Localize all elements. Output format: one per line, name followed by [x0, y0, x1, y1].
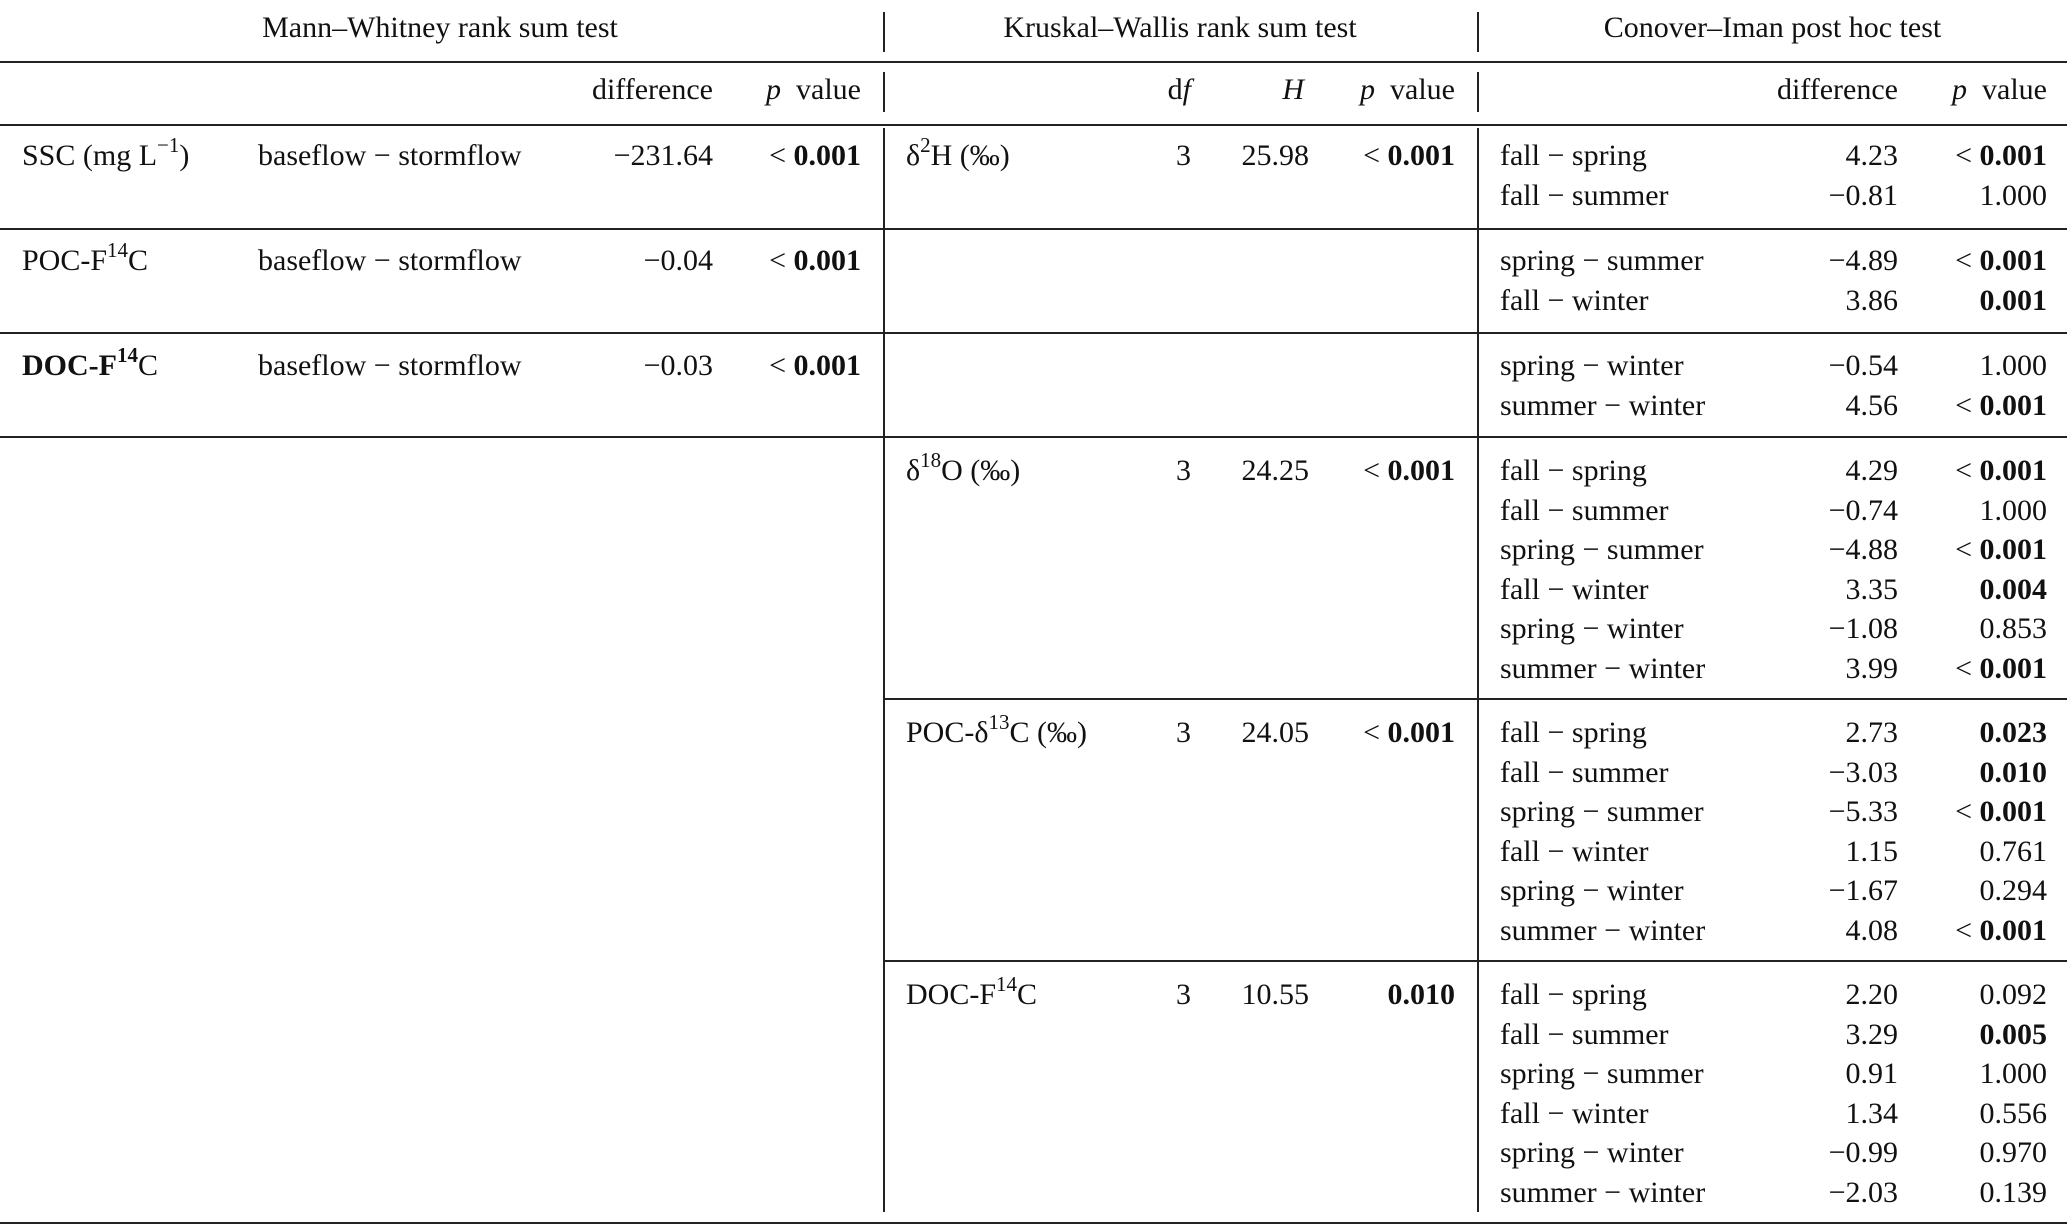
subheader-ci-difference: difference — [1776, 73, 1898, 106]
ci-difference: 3.99 — [1845, 652, 1898, 685]
ci-p-value: 0.010 — [1979, 756, 2047, 789]
ci-comparison: fall − spring — [1500, 978, 1647, 1011]
kw-df: 3 — [1176, 716, 1191, 749]
header-conover-iman: Conover–Iman post hoc test — [1603, 11, 1942, 44]
kw-variable: POC-$\delta^{13}C$ (‰) — [906, 710, 1087, 749]
ci-difference: −5.33 — [1828, 795, 1898, 828]
mw-difference: −231.64 — [613, 139, 713, 172]
kw-H: 10.55 — [1241, 978, 1309, 1011]
ci-comparison: spring − winter — [1500, 1136, 1684, 1169]
kw-df: 3 — [1176, 139, 1191, 172]
ci-comparison: summer − winter — [1500, 652, 1706, 685]
ci-p-value: 0.004 — [1979, 573, 2047, 606]
ci-difference: −3.03 — [1828, 756, 1898, 789]
ci-p-value: < 0.001 — [1955, 795, 2047, 828]
kw-df: 3 — [1176, 454, 1191, 487]
ci-difference: 2.20 — [1845, 978, 1898, 1011]
column-separator — [1477, 72, 1479, 112]
ci-comparison: spring − winter — [1500, 874, 1684, 907]
ci-comparison: spring − winter — [1500, 612, 1684, 645]
ci-p-value: 0.970 — [1979, 1136, 2047, 1169]
mw-variable: SSC (mg $L^{-1}$) — [22, 133, 190, 172]
ci-difference: 4.23 — [1845, 139, 1898, 172]
ci-comparison: spring − winter — [1500, 349, 1684, 382]
mw-difference: −0.03 — [643, 349, 713, 382]
kw-variable: $\delta^2H$ (‰) — [906, 133, 1010, 172]
kw-p-value: 0.010 — [1387, 978, 1455, 1011]
subheader-kw-H: H — [1282, 73, 1304, 106]
ci-difference: 4.56 — [1845, 389, 1898, 422]
ci-p-value: < 0.001 — [1955, 454, 2047, 487]
ci-comparison: fall − spring — [1500, 139, 1647, 172]
subheader-mw-difference: difference — [591, 73, 713, 106]
kw-H: 24.05 — [1241, 716, 1309, 749]
mw-variable: POC-$F^{14}C$ — [22, 238, 149, 277]
ci-p-value: < 0.001 — [1955, 244, 2047, 277]
ci-comparison: summer − winter — [1500, 1176, 1706, 1209]
kw-H: 24.25 — [1241, 454, 1309, 487]
ci-difference: −0.81 — [1828, 179, 1898, 212]
ci-comparison: fall − winter — [1500, 835, 1649, 868]
header-rule — [0, 61, 2067, 63]
kw-df: 3 — [1176, 978, 1191, 1011]
kw-variable: DOC-$F^{14}C$ — [906, 972, 1038, 1011]
ci-comparison: fall − winter — [1500, 1097, 1649, 1130]
subheader-mw-p-value: p value — [766, 73, 861, 106]
ci-difference: 0.91 — [1845, 1057, 1898, 1090]
ci-difference: −4.88 — [1828, 533, 1898, 566]
column-separator — [1477, 12, 1479, 52]
ci-comparison: fall − summer — [1500, 756, 1669, 789]
header-mann-whitney: Mann–Whitney rank sum test — [262, 11, 618, 44]
ci-comparison: fall − summer — [1500, 494, 1669, 527]
row-rule — [884, 960, 2067, 962]
mw-p-value: < 0.001 — [769, 349, 861, 382]
ci-p-value: 1.000 — [1979, 349, 2047, 382]
row-rule — [0, 332, 2067, 334]
header-kruskal-wallis: Kruskal–Wallis rank sum test — [1003, 11, 1357, 44]
row-rule — [0, 228, 2067, 230]
ci-difference: 3.86 — [1845, 284, 1898, 317]
ci-p-value: < 0.001 — [1955, 139, 2047, 172]
ci-p-value: 0.853 — [1979, 612, 2047, 645]
ci-comparison: spring − summer — [1500, 244, 1704, 277]
ci-difference: 4.29 — [1845, 454, 1898, 487]
ci-p-value: < 0.001 — [1955, 389, 2047, 422]
ci-comparison: spring − summer — [1500, 533, 1704, 566]
subheader-kw-df: df — [1167, 73, 1191, 106]
kw-variable: $\delta^{18}O$ (‰) — [906, 448, 1021, 487]
ci-p-value: 1.000 — [1979, 494, 2047, 527]
ci-p-value: 0.092 — [1979, 978, 2047, 1011]
row-rule — [0, 436, 2067, 438]
ci-p-value: 1.000 — [1979, 1057, 2047, 1090]
kw-H: 25.98 — [1241, 139, 1309, 172]
ci-difference: 3.29 — [1845, 1018, 1898, 1051]
ci-p-value: 1.000 — [1979, 179, 2047, 212]
column-separator — [1477, 128, 1479, 1212]
ci-p-value: 0.294 — [1979, 874, 2047, 907]
ci-p-value: 0.139 — [1979, 1176, 2047, 1209]
kw-p-value: < 0.001 — [1363, 716, 1455, 749]
ci-difference: −1.08 — [1828, 612, 1898, 645]
ci-comparison: spring − summer — [1500, 1057, 1704, 1090]
ci-difference: −0.99 — [1828, 1136, 1898, 1169]
ci-p-value: < 0.001 — [1955, 652, 2047, 685]
ci-comparison: fall − summer — [1500, 1018, 1669, 1051]
ci-comparison: fall − spring — [1500, 454, 1647, 487]
ci-comparison: summer − winter — [1500, 914, 1706, 947]
ci-difference: −2.03 — [1828, 1176, 1898, 1209]
ci-p-value: 0.001 — [1979, 284, 2047, 317]
subheader-rule — [0, 124, 2067, 126]
ci-comparison: fall − spring — [1500, 716, 1647, 749]
ci-difference: 3.35 — [1845, 573, 1898, 606]
ci-p-value: 0.023 — [1979, 716, 2047, 749]
subheader-ci-p-value: p value — [1952, 73, 2047, 106]
ci-difference: −1.67 — [1828, 874, 1898, 907]
ci-difference: 4.08 — [1845, 914, 1898, 947]
ci-comparison: spring − summer — [1500, 795, 1704, 828]
ci-difference: 2.73 — [1845, 716, 1898, 749]
column-separator — [883, 128, 885, 1212]
mw-p-value: < 0.001 — [769, 139, 861, 172]
ci-p-value: 0.005 — [1979, 1018, 2047, 1051]
mw-comparison: baseflow − stormflow — [258, 349, 522, 382]
kw-p-value: < 0.001 — [1363, 454, 1455, 487]
subheader-kw-p-value: p value — [1360, 73, 1455, 106]
mw-p-value: < 0.001 — [769, 244, 861, 277]
ci-difference: −4.89 — [1828, 244, 1898, 277]
ci-p-value: 0.761 — [1979, 835, 2047, 868]
mw-comparison: baseflow − stormflow — [258, 139, 522, 172]
ci-difference: 1.34 — [1845, 1097, 1898, 1130]
column-separator — [883, 12, 885, 52]
ci-p-value: < 0.001 — [1955, 533, 2047, 566]
kw-p-value: < 0.001 — [1363, 139, 1455, 172]
row-rule — [884, 698, 2067, 700]
mw-variable: DOC-$F^{14}C$ — [22, 343, 158, 382]
ci-comparison: fall − winter — [1500, 284, 1649, 317]
ci-comparison: fall − summer — [1500, 179, 1669, 212]
ci-comparison: fall − winter — [1500, 573, 1649, 606]
column-separator — [883, 72, 885, 112]
ci-difference: 1.15 — [1845, 835, 1898, 868]
mw-comparison: baseflow − stormflow — [258, 244, 522, 277]
mw-difference: −0.04 — [643, 244, 713, 277]
ci-comparison: summer − winter — [1500, 389, 1706, 422]
ci-difference: −0.74 — [1828, 494, 1898, 527]
ci-difference: −0.54 — [1828, 349, 1898, 382]
ci-p-value: < 0.001 — [1955, 914, 2047, 947]
ci-p-value: 0.556 — [1979, 1097, 2047, 1130]
